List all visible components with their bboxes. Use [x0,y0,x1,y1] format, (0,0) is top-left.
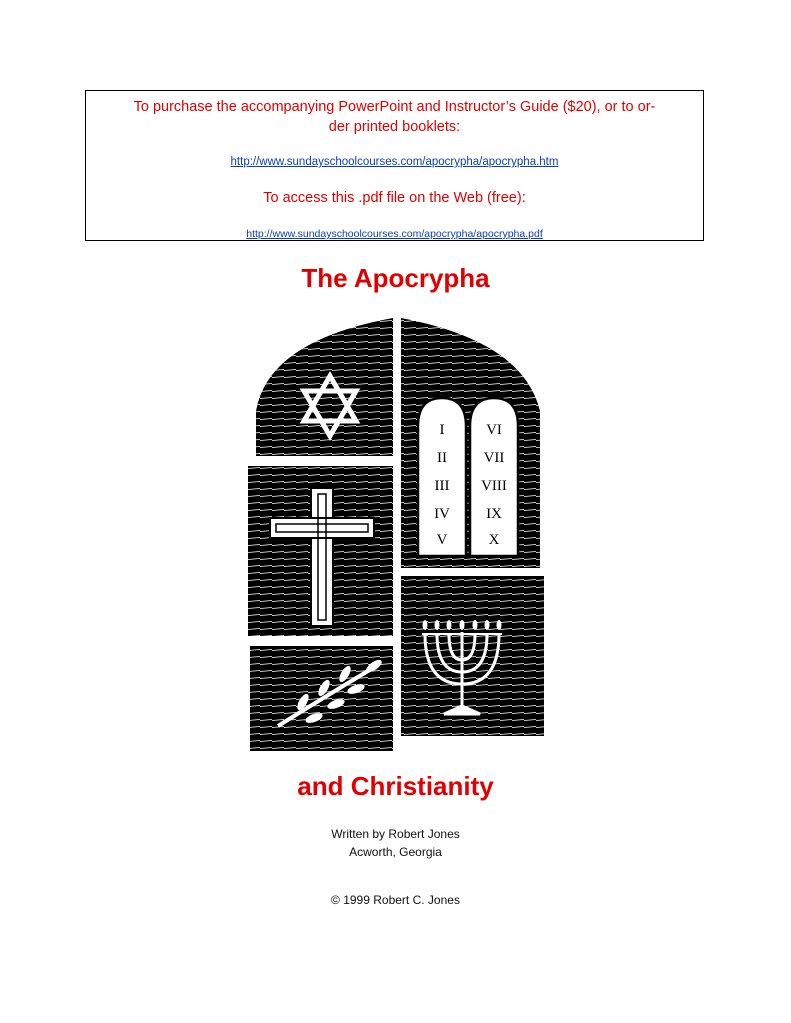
byline [0,825,791,861]
copyright-notice: © 1999 Robert C. Jones [331,893,460,907]
pdf-link[interactable]: http://www.sundayschoolcourses.com/apocrypha/apocrypha.pdf [246,228,543,240]
purchase-line-1: To purchase the accompanying PowerPoint and Instructor’s Guide ($20), or to or- [133,99,656,115]
numeral: V [436,532,448,548]
author-line: Written by Robert Jones [331,827,460,841]
access-text: To access this .pdf file on the Web (free): [263,190,526,206]
document-title: The Apocrypha [301,263,490,293]
location-line: Acworth, Georgia [349,845,442,859]
purchase-text [92,97,697,137]
document-subtitle: and Christianity [297,771,494,801]
numeral: VII [483,450,505,466]
numeral: IX [486,506,502,522]
numeral: VIII [481,478,507,494]
numeral: VI [486,422,502,438]
numeral: IV [434,506,450,522]
purchase-notice-box [85,90,704,241]
purchase-link[interactable]: http://www.sundayschoolcourses.com/apocrypha/apocrypha.htm [230,156,559,168]
stained-glass-window-illustration [248,316,544,754]
numeral: II [437,450,447,466]
numeral: X [488,532,500,548]
numeral: I [439,422,445,438]
numeral: III [434,478,450,494]
purchase-line-2: der printed booklets: [328,119,461,135]
